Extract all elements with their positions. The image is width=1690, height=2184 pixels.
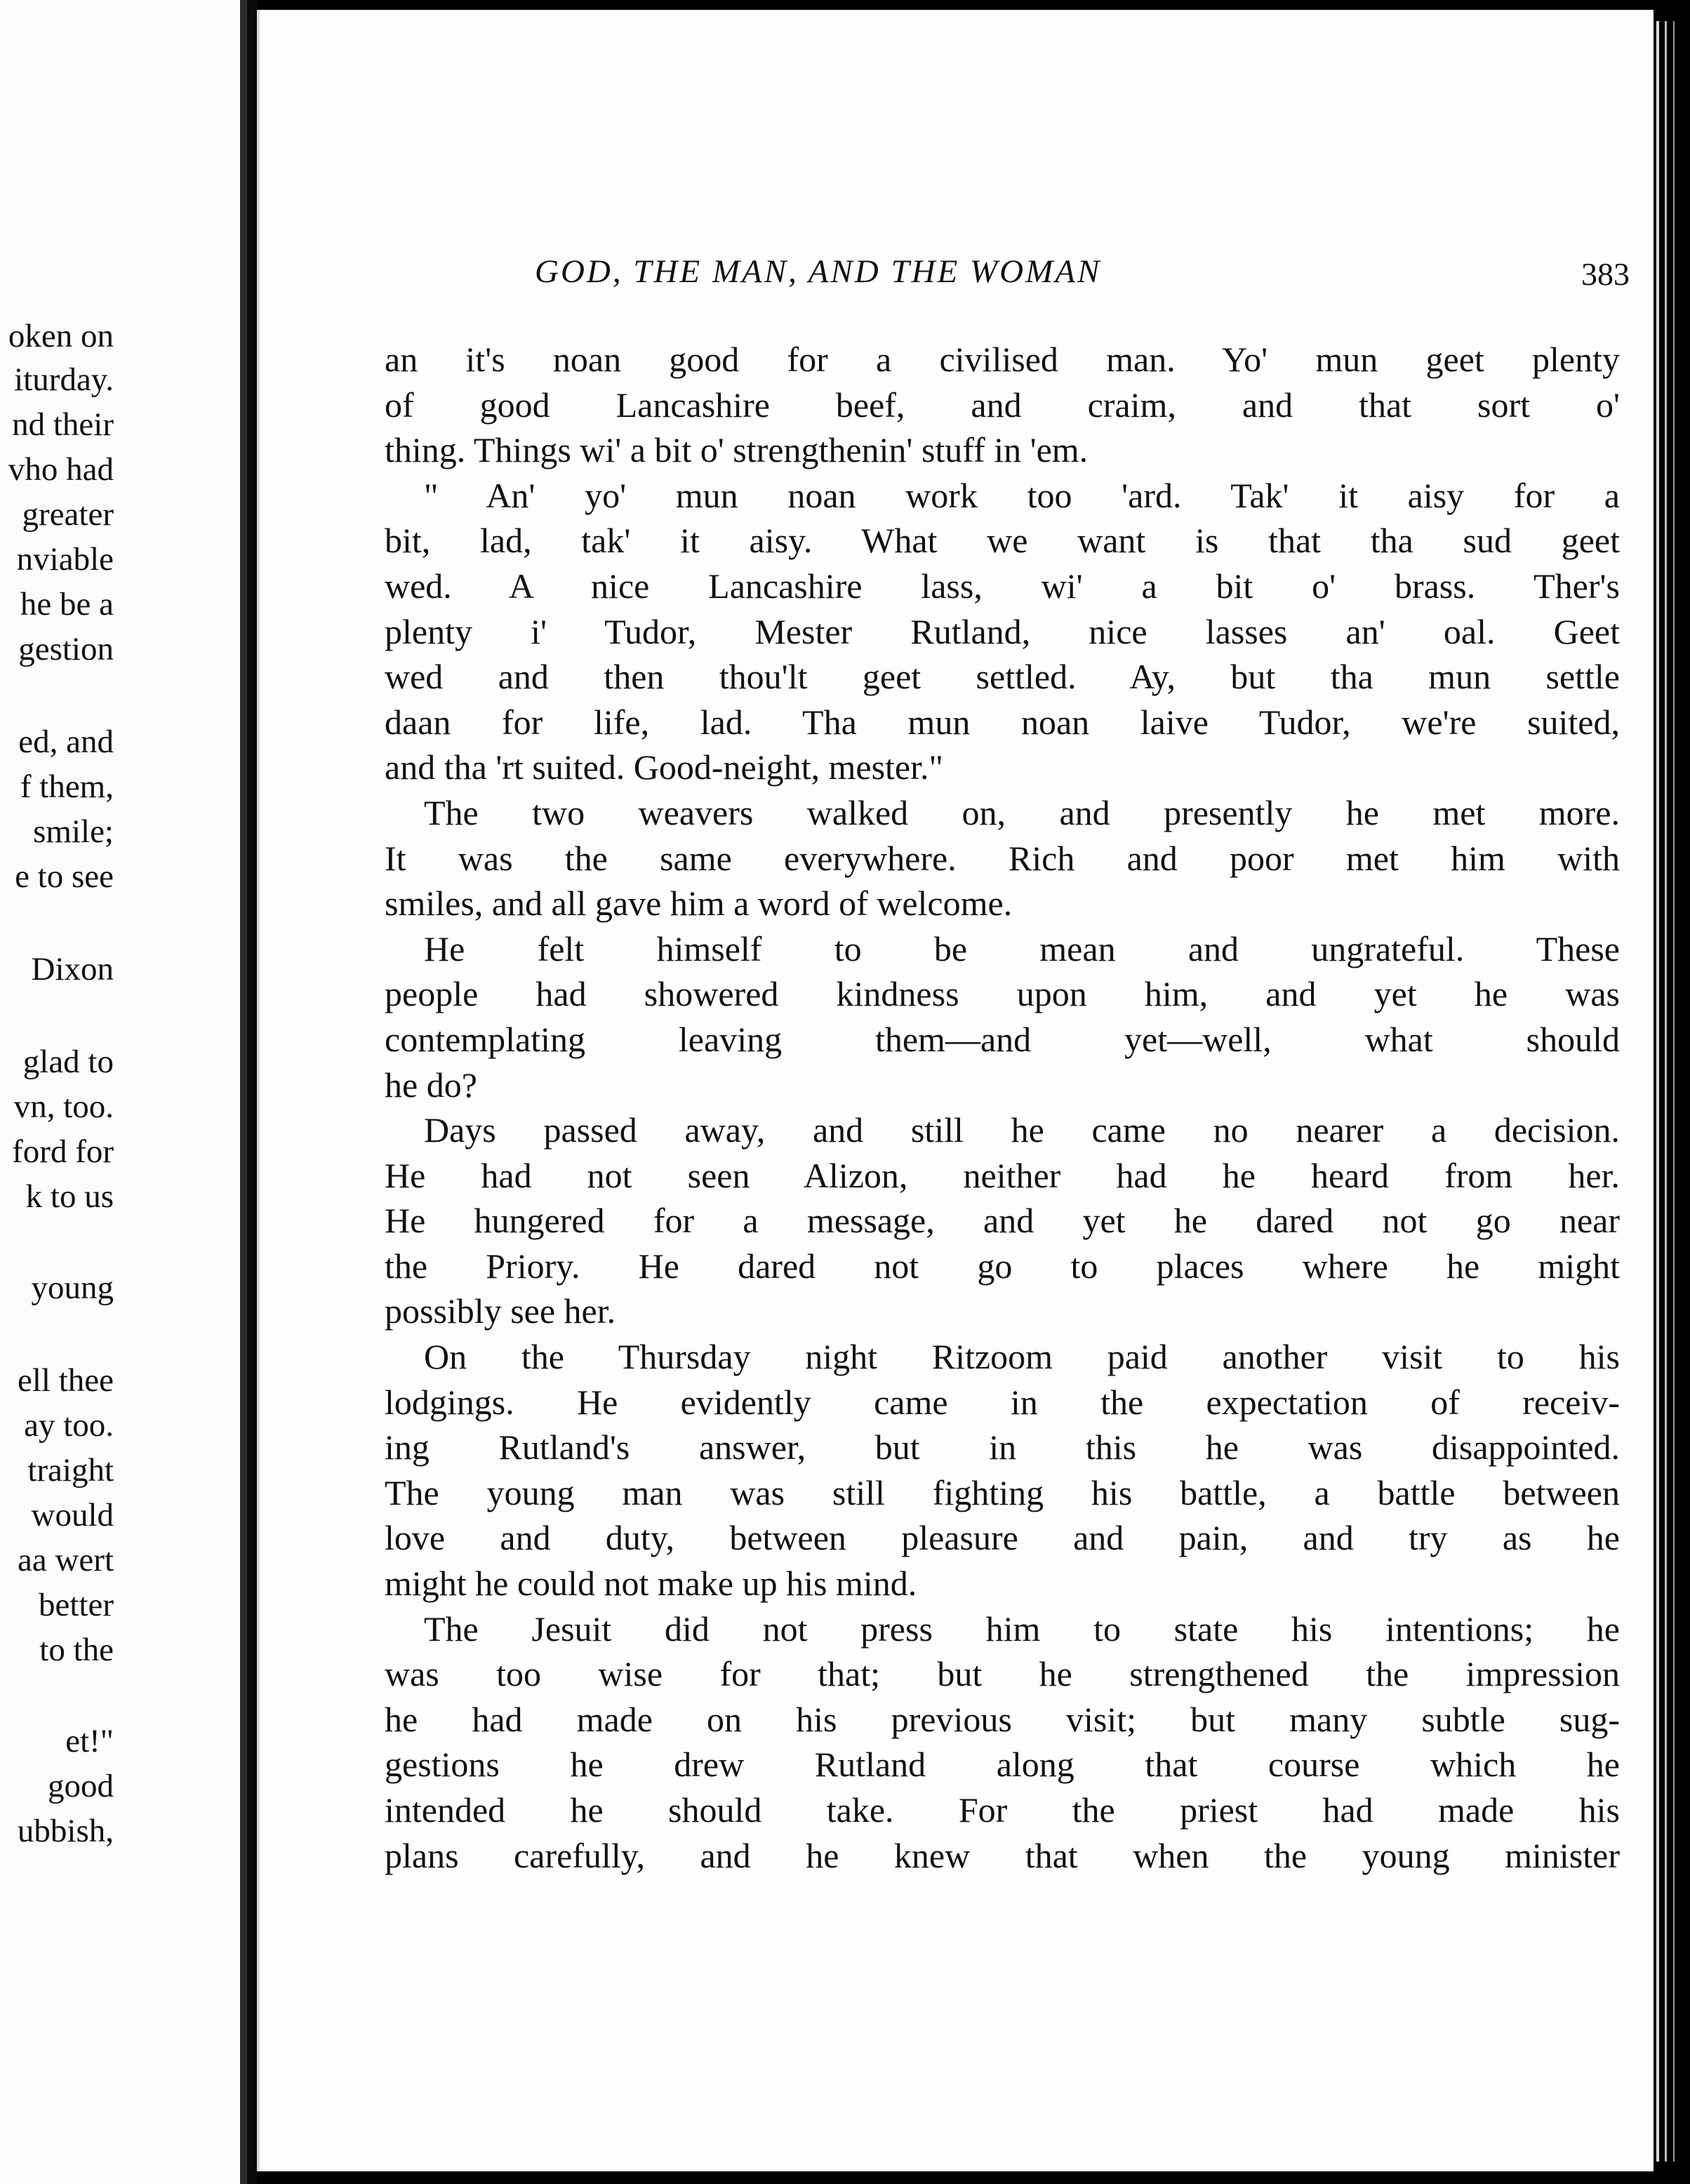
- previous-page-line: ell thee: [17, 1362, 114, 1399]
- text-line: of good Lancashire beef, and craim, and that sort o': [385, 385, 1620, 425]
- previous-page-line: ay too.: [24, 1407, 114, 1444]
- previous-page-line: traight: [27, 1452, 114, 1489]
- text-line: plenty i' Tudor, Mester Rutland, nice lasses an' oal. Geet: [385, 611, 1620, 651]
- previous-page-line: glad to: [22, 1044, 114, 1080]
- text-line: He had not seen Alizon, neither had he heard from her.: [385, 1155, 1620, 1195]
- previous-page-line: gestion: [18, 631, 114, 667]
- previous-page-line: vn, too.: [13, 1088, 114, 1125]
- text-line: people had showered kindness upon him, and yet he was: [385, 974, 1620, 1014]
- previous-page-line: oken on: [8, 318, 114, 354]
- running-head: GOD, THE MAN, AND THE WOMAN: [535, 253, 1102, 290]
- previous-page-line: f them,: [20, 768, 114, 805]
- text-line: The two weavers walked on, and presently he met more.: [424, 792, 1620, 832]
- text-line: the Priory. He dared not go to places where he might: [385, 1246, 1620, 1286]
- previous-page-line: aa wert: [18, 1542, 114, 1578]
- text-line: gestions he drew Rutland along that course which he: [385, 1745, 1620, 1785]
- text-line: possibly see her.: [385, 1291, 616, 1331]
- body-text: [385, 337, 1620, 1878]
- previous-page-line: better: [39, 1587, 114, 1623]
- previous-page-line: to the: [39, 1632, 114, 1668]
- text-line: might he could not make up his mind.: [385, 1564, 917, 1604]
- page-leaf-edge: [1656, 21, 1659, 2162]
- page-leaf-edge: [1665, 21, 1667, 2162]
- previous-page-line: Dixon: [31, 951, 114, 987]
- text-line: It was the same everywhere. Rich and poor met him with: [385, 838, 1620, 878]
- previous-page-line: he be a: [20, 586, 114, 622]
- text-line: he do?: [385, 1065, 477, 1105]
- page-leaf-edge: [1673, 21, 1675, 2162]
- text-line: The young man was still fighting his battle, a battle between: [385, 1472, 1620, 1512]
- previous-page-line: nd their: [12, 406, 114, 443]
- text-line: plans carefully, and he knew that when the young minister: [385, 1835, 1620, 1875]
- text-line: thing. Things wi' a bit o' strengthenin' stuff in 'em.: [385, 430, 1089, 470]
- previous-page-line: ubbish,: [17, 1813, 114, 1849]
- text-line: was too wise for that; but he strengthened the impression: [385, 1654, 1620, 1694]
- previous-page-line: good: [48, 1768, 114, 1804]
- text-line: bit, lad, tak' it aisy. What we want is that tha sud geet: [385, 521, 1620, 561]
- previous-page-fragment: [0, 0, 247, 2184]
- page-header: [535, 253, 1630, 302]
- text-line: he had made on his previous visit; but many subtle sug-: [385, 1699, 1620, 1739]
- previous-page-line: iturday.: [14, 361, 114, 398]
- text-line: smiles, and all gave him a word of welcome.: [385, 884, 1013, 924]
- text-line: wed and then thou'lt geet settled. Ay, but tha mun settle: [385, 657, 1620, 697]
- page-number: 383: [1581, 256, 1630, 292]
- text-line: an it's noan good for a civilised man. Yo' mun geet plenty: [385, 340, 1620, 379]
- text-line: and tha 'rt suited. Good-neight, mester.": [385, 747, 943, 787]
- previous-page-line: ford for: [12, 1133, 114, 1170]
- text-line: lodgings. He evidently came in the expectation of receiv-: [385, 1382, 1620, 1422]
- text-line: daan for life, lad. Tha mun noan laive Tudor, we're suited,: [385, 702, 1620, 742]
- previous-page-line: vho had: [8, 451, 114, 488]
- text-line: ing Rutland's answer, but in this he was disappointed.: [385, 1427, 1620, 1467]
- text-line: contemplating leaving them—and yet—well, what should: [385, 1019, 1620, 1059]
- text-line: love and duty, between pleasure and pain, and try as he: [385, 1518, 1620, 1558]
- text-line: " An' yo' mun noan work too 'ard. Tak' it aisy for a: [424, 475, 1620, 515]
- previous-page-line: smile;: [33, 813, 114, 850]
- text-line: On the Thursday night Ritzoom paid another visit to his: [424, 1337, 1620, 1377]
- previous-page-line: greater: [22, 496, 114, 533]
- previous-page-line: et!": [65, 1723, 114, 1759]
- previous-page-line: young: [31, 1270, 114, 1306]
- text-line: Days passed away, and still he came no nearer a decision.: [424, 1110, 1620, 1150]
- previous-page-line: nviable: [16, 541, 114, 578]
- page-383: [257, 10, 1656, 2171]
- text-line: He felt himself to be mean and ungrateful. These: [424, 928, 1620, 968]
- previous-page-line: would: [31, 1497, 114, 1533]
- previous-page-line: e to see: [15, 858, 114, 895]
- book-spine: [247, 0, 257, 2184]
- previous-page-line: k to us: [25, 1178, 114, 1215]
- text-line: wed. A nice Lancashire lass, wi' a bit o' brass. Ther's: [385, 566, 1620, 606]
- previous-page-line: ed, and: [18, 724, 114, 760]
- page-edges: [1654, 0, 1690, 2184]
- text-line: The Jesuit did not press him to state his intentions; he: [424, 1609, 1620, 1649]
- text-line: intended he should take. For the priest had made his: [385, 1790, 1620, 1830]
- gutter-shadow: [240, 0, 247, 2184]
- text-line: He hungered for a message, and yet he dared not go near: [385, 1201, 1620, 1241]
